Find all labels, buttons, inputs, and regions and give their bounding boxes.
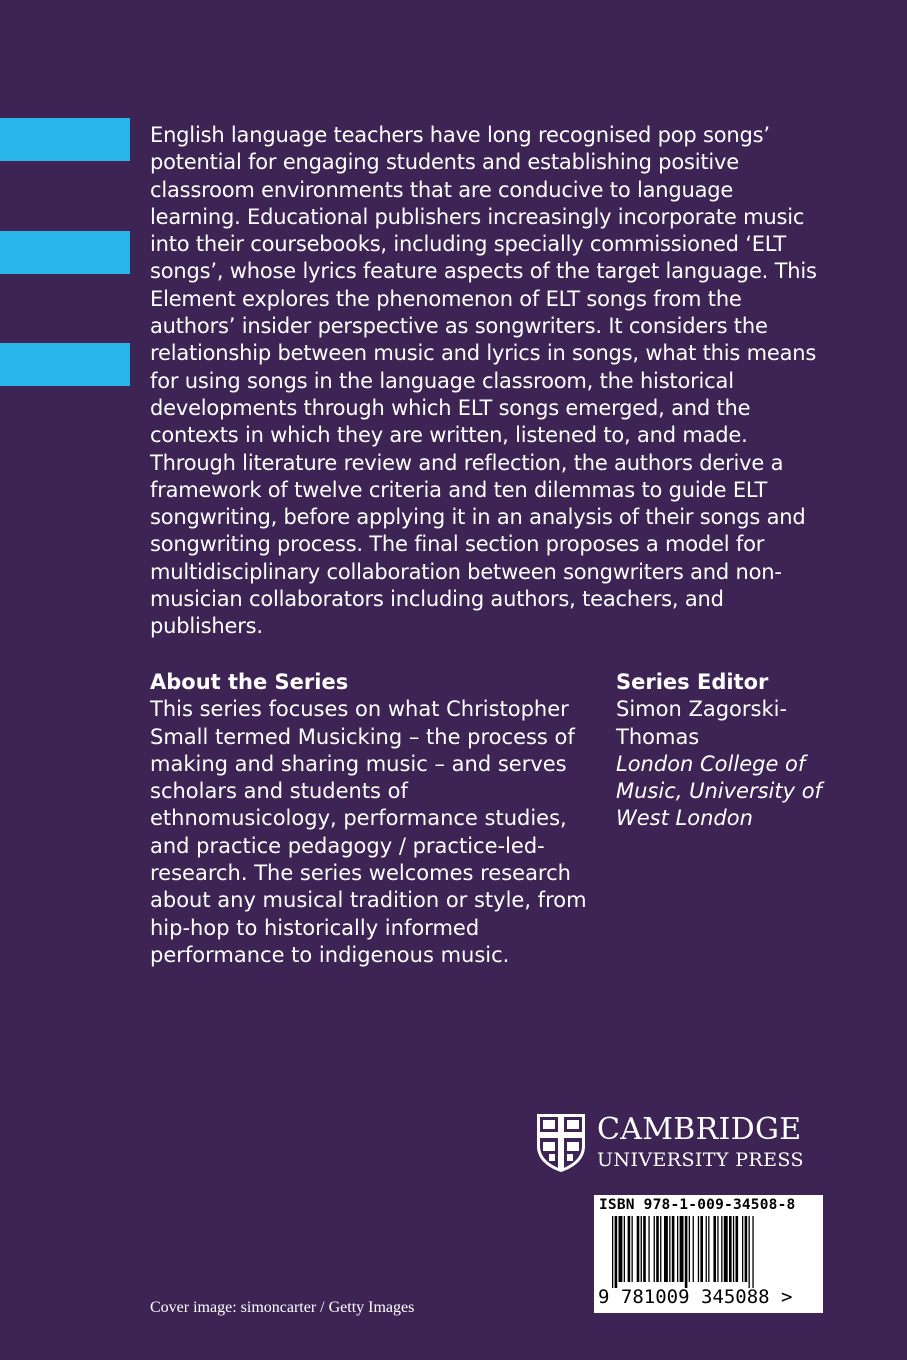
cambridge-shield-icon [535, 1112, 587, 1174]
barcode-stripe [736, 1216, 739, 1282]
accent-bar-top [0, 118, 130, 161]
barcode-stripe [648, 1216, 649, 1282]
barcode-bars [612, 1216, 802, 1288]
about-series-heading: About the Series [150, 670, 349, 694]
barcode-stripe [724, 1216, 728, 1282]
barcode-stripe [672, 1216, 675, 1282]
barcode-stripe [745, 1216, 748, 1282]
barcode-stripe [641, 1216, 642, 1282]
barcode-stripe [612, 1216, 613, 1288]
cover-image-credit: Cover image: simoncarter / Getty Images [150, 1299, 415, 1316]
barcode-stripe [698, 1216, 699, 1282]
about-series-text: This series focuses on what Christopher Small termed Musicking – the process of making and sharing music – and serves scholars and students of ethnomusicology, performance studies, and practice pedagogy / practice-led-research. The series welcomes research about any musical tradition or style, from hip-hop to historically informed performance to indigenous music. [150, 697, 587, 967]
barcode-stripe [643, 1216, 646, 1282]
isbn-barcode [594, 1195, 823, 1313]
isbn-barcode-digits: 9 781009 345088 > [598, 1286, 793, 1308]
barcode-stripe [721, 1216, 722, 1282]
accent-bar-bottom [0, 343, 130, 386]
barcode-stripe [656, 1216, 659, 1282]
barcode-stripe [752, 1216, 753, 1288]
book-description: English language teachers have long recognised pop songs’ potential for engaging students and establishing positive classroom environments that are conducive to language learning. Educational publishers increasingly incorporate music into their coursebooks, including specially commissioned ‘ELT songs’, whose lyrics feature aspects of the target language. This Element explores the phenomenon of ELT songs from the authors’ insider perspective as songwriters. It considers the relationship between music and lyrics in songs, what this means for using songs in the language classroom, the historical developments through which ELT songs emerged, and the contexts in which they are written, listened to, and made. Through literature review and reflection, the authors derive a framework of twelve criteria and ten dilemmas to guide ELT songwriting, before applying it in an analysis of their songs and songwriting process. The final section proposes a model for multidisciplinary collaboration between songwriters and non-musician collaborators including authors, teachers, and publishers. [150, 123, 817, 639]
barcode-stripe [680, 1216, 684, 1282]
barcode-stripe [729, 1216, 732, 1282]
barcode-stripe [664, 1216, 668, 1282]
barcode-stripe [708, 1216, 709, 1282]
barcode-stripe [706, 1216, 707, 1282]
about-series-section [150, 669, 590, 969]
barcode-stripe [654, 1216, 655, 1282]
barcode-stripe [677, 1216, 678, 1282]
publisher-logo [535, 1112, 830, 1176]
barcode-stripe [713, 1216, 716, 1282]
barcode-stripe [717, 1216, 718, 1282]
barcode-stripe [685, 1216, 688, 1288]
barcode-stripe [615, 1216, 618, 1288]
barcode-stripe [632, 1216, 633, 1282]
barcode-stripe [637, 1216, 640, 1282]
barcode-stripe [749, 1216, 750, 1288]
barcode-stripe [628, 1216, 631, 1282]
barcode-stripe [742, 1216, 743, 1282]
barcode-stripe [619, 1216, 623, 1282]
series-editor-heading: Series Editor [616, 670, 769, 694]
publisher-name: CAMBRIDGE [597, 1112, 802, 1147]
series-editor-name: Simon Zagorski-Thomas [616, 697, 788, 749]
accent-bar-middle [0, 231, 130, 274]
series-editor-section [616, 669, 836, 833]
barcode-stripe [689, 1216, 690, 1282]
barcode-stripe [700, 1216, 703, 1282]
barcode-stripe [624, 1216, 625, 1282]
isbn-label: ISBN 978-1-009-34508-8 [599, 1197, 796, 1213]
barcode-stripe [669, 1216, 670, 1282]
series-editor-affiliation: London College of Music, University of West London [616, 751, 822, 831]
barcode-stripe [733, 1216, 734, 1282]
barcode-stripe [660, 1216, 661, 1282]
publisher-subtitle: UNIVERSITY PRESS [597, 1149, 804, 1171]
barcode-stripe [693, 1216, 694, 1282]
